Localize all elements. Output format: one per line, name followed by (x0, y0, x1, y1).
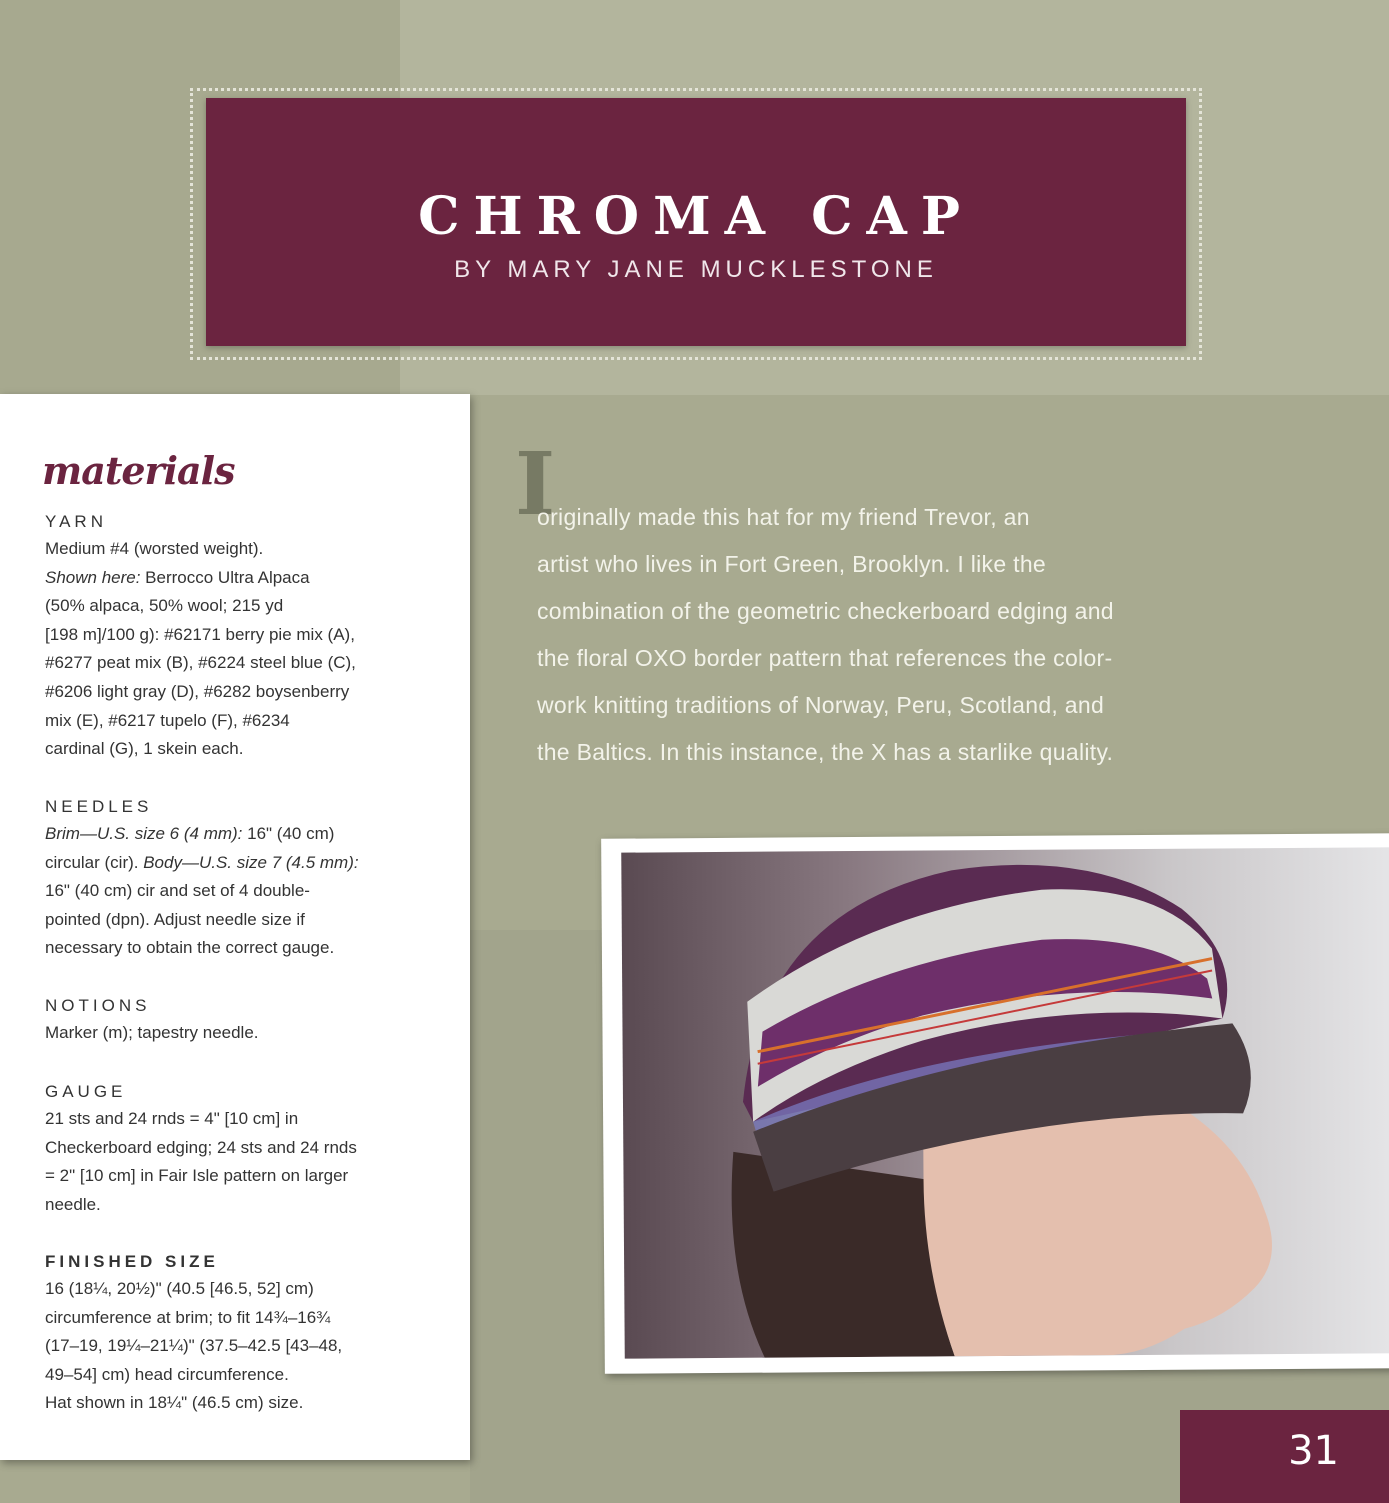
title-banner (206, 98, 1186, 346)
page-title: CHROMA CAP (418, 186, 974, 247)
yarn-section (45, 512, 445, 764)
body-needle-label: Body—U.S. size 7 (4.5 mm): (143, 852, 359, 872)
intro-dropcap: I (515, 434, 556, 535)
gauge-section (45, 1082, 445, 1219)
needles-label: NEEDLES (45, 797, 153, 816)
photo-frame (601, 833, 1389, 1374)
needles-section (45, 797, 445, 963)
intro-line: artist who lives in Fort Green, Brooklyn. I like the (537, 551, 1047, 577)
shown-here-text: Berrocco Ultra Alpaca (140, 567, 310, 587)
gauge-text: 21 sts and 24 rnds = 4" [10 cm] in Checkerboard edging; 24 sts and 24 rnds = 2" [10 cm] in Fair Isle pattern on larger needle. (45, 1109, 357, 1214)
needles-text (45, 820, 445, 963)
notions-section (45, 996, 445, 1048)
circular-text: circular (cir). (45, 852, 144, 872)
brim-needle-text: 16" (40 cm) (242, 824, 335, 843)
intro-line: combination of the geometric checkerboard edging and (537, 598, 1114, 624)
brim-needle-label: Brim—U.S. size 6 (4 mm): (45, 824, 243, 843)
notions-text: Marker (m); tapestry needle. (45, 1023, 259, 1042)
intro-line: originally made this hat for my friend Trevor, an (537, 504, 1030, 530)
page-number: 31 (1288, 1428, 1339, 1474)
intro-line: the floral OXO border pattern that references the color- (537, 645, 1113, 671)
author-byline: BY MARY JANE MUCKLESTONE (454, 256, 938, 283)
intro-line: the Baltics. In this instance, the X has a starlike quality. (537, 739, 1114, 765)
yarn-text (45, 535, 445, 764)
gauge-label: GAUGE (45, 1082, 127, 1101)
notions-label: NOTIONS (45, 996, 151, 1015)
materials-heading: materials (42, 448, 235, 493)
shown-here-label: Shown here: (45, 567, 141, 587)
intro-paragraph (537, 494, 1297, 776)
page-number-box (1180, 1410, 1389, 1503)
hat-photo (621, 847, 1389, 1358)
hat-photo-illustration (621, 847, 1389, 1358)
finished-size-label: FINISHED SIZE (45, 1252, 219, 1271)
needles-details: 16" (40 cm) cir and set of 4 double- pointed (dpn). Adjust needle size if necessary to obtain the correct gauge. (45, 881, 335, 958)
yarn-label: YARN (45, 512, 107, 531)
intro-line: work knitting traditions of Norway, Peru, Scotland, and (537, 692, 1105, 718)
finished-size-section (45, 1252, 445, 1418)
yarn-details: (50% alpaca, 50% wool; 215 yd [198 m]/100 g): #62171 berry pie mix (A), #6277 peat mix (B), #6224 steel blue (C), #6206 light gray (D), #6282 boysenberry mix (E), #6217 tupelo (F), #6234 cardinal (G), 1 skein each. (45, 596, 356, 759)
finished-size-text: 16 (18¼, 20½)" (40.5 [46.5, 52] cm) circumference at brim; to fit 14¾–16¾ (17–19, 19¼–21¼)" (37.5–42.5 [43–48, 49–54] cm) head circumference. Hat shown in 18¼" (46.5 cm) size. (45, 1279, 343, 1413)
yarn-line1: Medium #4 (worsted weight). (45, 539, 264, 558)
